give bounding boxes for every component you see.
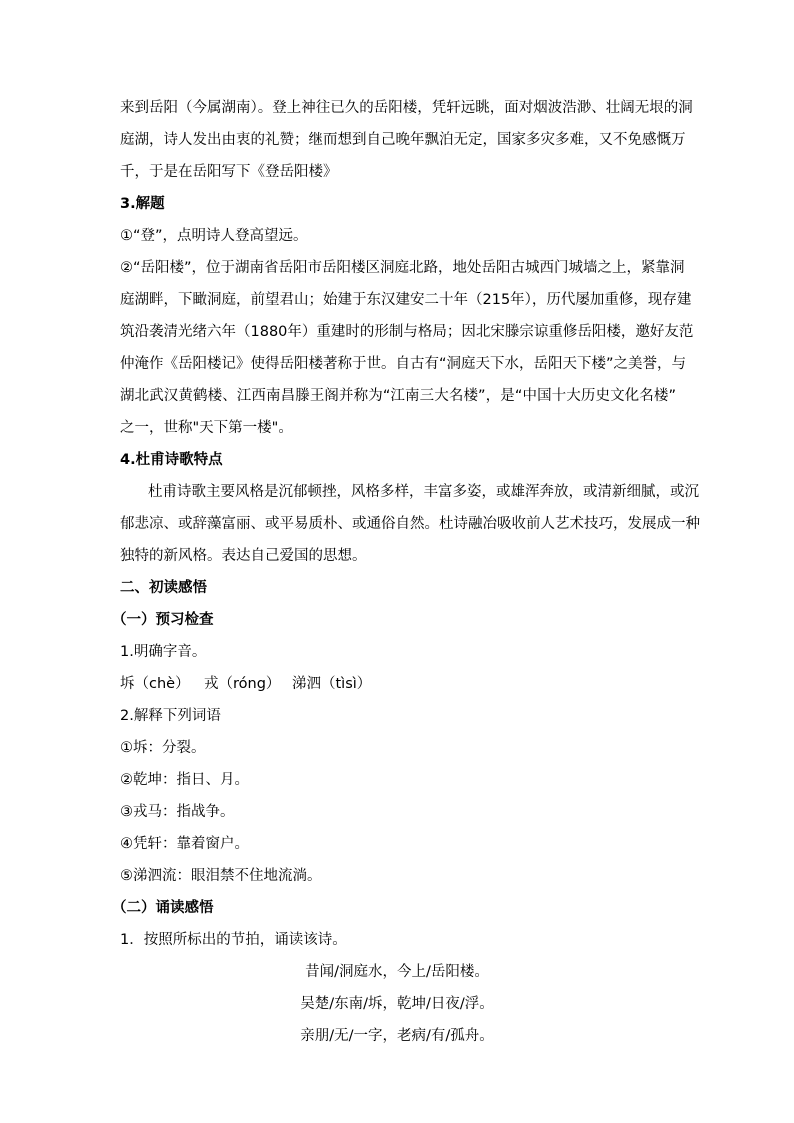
dufu-line-3: 独特的新风格。表达自己爱国的思想。 xyxy=(120,548,367,564)
q1-label: 1.明确字音。 xyxy=(120,644,207,660)
pronunciation-3: 涕泗（tìsì） xyxy=(292,676,372,692)
definition-3: ③戎马：指战争。 xyxy=(120,804,235,820)
yueyanglou-line-2: 庭湖畔，下瞰洞庭，前望君山；始建于东汉建安二十年（215年），历代屡加重修，现存建 xyxy=(120,292,692,308)
yueyanglou-line-3: 筑沿袭清光绪六年（1880年）重建时的形制与格局；因北宋滕宗谅重修岳阳楼，邀好友范 xyxy=(120,324,694,340)
pronunciation-1: 坼（chè） xyxy=(120,676,190,692)
poem-line-2: 吴楚/东南/坼，乾坤/日夜/浮。 xyxy=(300,996,494,1012)
reading-instruction: 1．按照所标出的节拍，诵读该诗。 xyxy=(120,932,347,948)
intro-line-3: 千，于是在岳阳写下《登岳阳楼》 xyxy=(120,164,338,180)
yueyanglou-line-5: 湖北武汉黄鹤楼、江西南昌滕王阁并称为“江南三大名楼”，是“中国十大历史文化名楼” xyxy=(120,388,676,404)
definition-1: ①坼：分裂。 xyxy=(120,740,206,756)
yueyanglou-line-4: 仲淹作《岳阳楼记》使得岳阳楼著称于世。自古有“洞庭天下水，岳阳天下楼”之美誉，与 xyxy=(120,356,687,372)
section-3-heading: 3.解题 xyxy=(120,196,165,212)
yueyanglou-line-6: 之一，世称"天下第一楼"。 xyxy=(120,420,293,436)
poem-line-3: 亲朋/无/一字，老病/有/孤舟。 xyxy=(300,1028,494,1044)
intro-line-2: 庭湖，诗人发出由衷的礼赞；继而想到自己晚年飘泊无定，国家多灾多难，又不免感慨万 xyxy=(120,132,686,148)
dufu-line-2: 郁悲凉、或辞藻富丽、或平易质朴、或通俗自然。杜诗融冶吸收前人艺术技巧，发展成一种 xyxy=(120,516,700,532)
item-deng: ①“登”，点明诗人登高望远。 xyxy=(120,228,308,244)
q2-label: 2.解释下列词语 xyxy=(120,708,221,724)
definition-4: ④凭轩：靠着窗户。 xyxy=(120,836,249,852)
definition-5: ⑤涕泗流：眼泪禁不住地流淌。 xyxy=(120,868,322,884)
part-2-heading: 二、初读感悟 xyxy=(120,580,207,596)
dufu-line-1: 杜甫诗歌主要风格是沉郁顿挫，风格多样，丰富多姿，或雄浑奔放，或清新细腻，或沉 xyxy=(148,484,699,500)
poem-line-1: 昔闻/洞庭水，今上/岳阳楼。 xyxy=(305,964,489,980)
intro-line-1: 来到岳阳（今属湖南）。登上神往已久的岳阳楼，凭轩远眺，面对烟波浩渺、壮阔无垠的洞 xyxy=(120,100,693,116)
yueyanglou-line-1: ②“岳阳楼”，位于湖南省岳阳市岳阳楼区洞庭北路，地处岳阳古城西门城墙之上，紧靠洞 xyxy=(120,260,685,276)
pronunciation-2: 戎（róng） xyxy=(204,676,281,692)
section-4-heading: 4.杜甫诗歌特点 xyxy=(120,452,223,468)
definition-2: ②乾坤：指日、月。 xyxy=(120,772,249,788)
sub-1-heading: （一）预习检查 xyxy=(112,612,214,628)
sub-2-heading: （二）诵读感悟 xyxy=(112,900,214,916)
